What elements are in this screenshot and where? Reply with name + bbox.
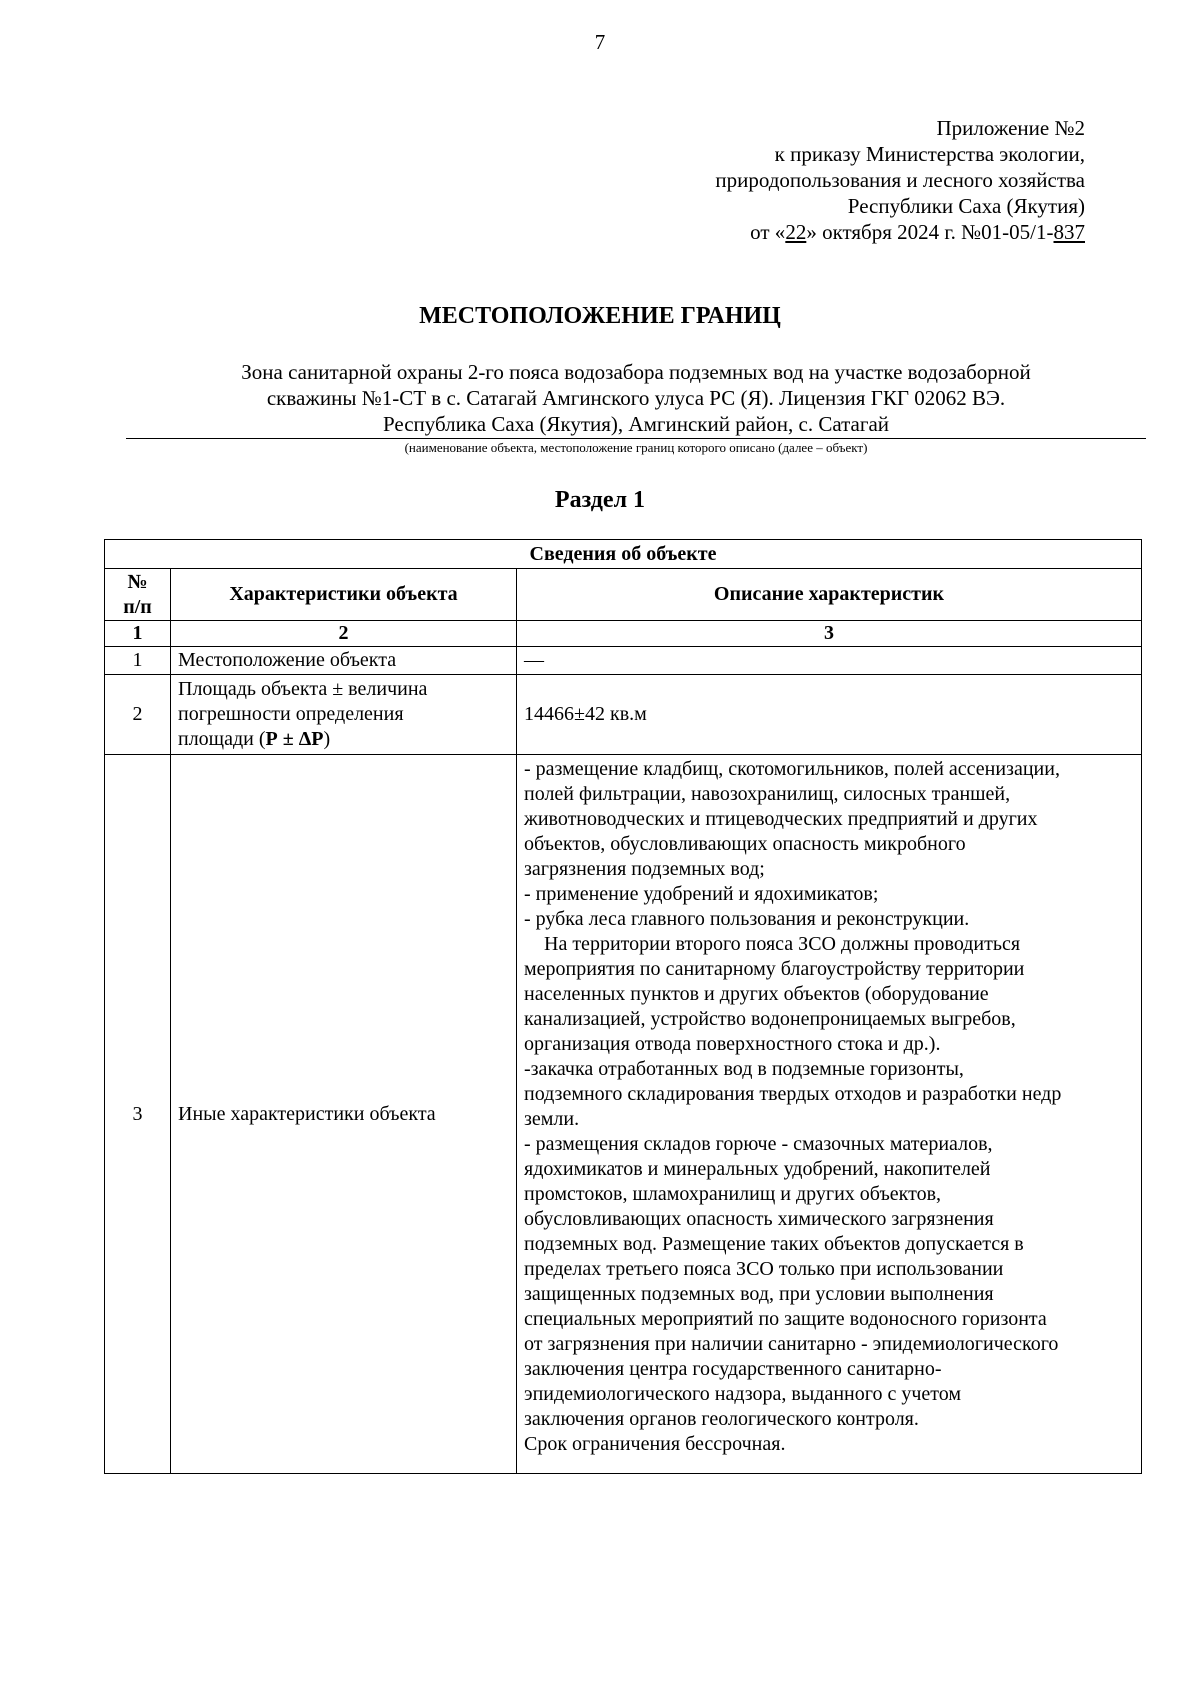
object-name-line: скважины №1-СТ в с. Сатагай Амгинского улуса РС (Я). Лицензия ГКГ 02062 ВЭ. — [266, 386, 1006, 410]
row-characteristic: Площадь объекта ± величина погрешности определения площади (Р ± ΔР) — [171, 675, 517, 755]
column-number: 3 — [517, 621, 1142, 647]
section-title: Раздел 1 — [554, 487, 646, 513]
table-row — [105, 755, 1142, 1474]
object-info-table — [104, 539, 1142, 1474]
row-description — [517, 755, 1142, 1474]
table-row — [105, 647, 1142, 675]
date-middle: » октября 2024 г. №01-05/1- — [806, 220, 1054, 244]
date-prefix: от « — [750, 220, 786, 244]
object-name-line: Республика Саха (Якутия), Амгинский район, с. Сатагай — [382, 412, 890, 436]
table-caption: Сведения об объекте — [105, 540, 1142, 569]
row-number: 3 — [105, 755, 171, 1474]
object-name-line: Зона санитарной охраны 2-го пояса водозабора подземных вод на участке водозаборной — [241, 360, 1031, 384]
appendix-line: природопользования и лесного хозяйства — [715, 168, 1085, 192]
column-number: 1 — [105, 621, 171, 647]
appendix-line: к приказу Министерства экологии, — [774, 142, 1085, 166]
row-number: 1 — [105, 647, 171, 675]
header-num: № п/п — [105, 569, 171, 621]
page-number: 7 — [594, 30, 606, 54]
row-description: — — [517, 647, 1142, 675]
appendix-order-date — [715, 219, 1085, 245]
object-name-caption: (наименование объекта, местоположение границ которого описано (далее – объект) — [404, 440, 868, 455]
header-description: Описание характеристик — [517, 569, 1142, 621]
order-number: 837 — [1053, 220, 1085, 244]
appendix-block — [715, 115, 1085, 245]
date-day: 22 — [785, 220, 807, 244]
row-number: 2 — [105, 675, 171, 755]
column-number: 2 — [171, 621, 517, 647]
row-description: 14466±42 кв.м — [517, 675, 1142, 755]
row-characteristic: Иные характеристики объекта — [171, 755, 517, 1474]
row-characteristic: Местоположение объекта — [171, 647, 517, 675]
object-name — [126, 359, 1146, 437]
description-lines: - размещение кладбищ, скотомогильников, полей ассенизации, полей фильтрации, навозохранилищ, силосных траншей, животноводческих и птицеводческих предприятий и других объектов, обусловливающих опасность микробного загрязнения подземных вод; - применение удобрений и ядохимикатов; - рубка леса главного пользования и реконструкции. На территории второго пояса ЗСО должны проводиться мероприятия по санитарному благоустройству территории населенных пунктов и других объектов (оборудование канализацией, устройство водонепроницаемых выгребов, организация отвода поверхностного стока и др.). -закачка отработанных вод в подземные горизонты, подземного складирования твердых отходов и разработки недр земли. - размещения складов горюче - смазочных материалов, ядохимикатов и минеральных удобрений, накопителей промстоков, шламохранилищ и других объектов, обусловливающих опасность химического загрязнения подземных вод. Размещение таких объектов допускается в пределах третьего пояса ЗСО только при использовании защищенных подземных вод, при условии выполнения специальных мероприятий по защите водоносного горизонта от загрязнения при наличии санитарно - эпидемиологического заключения центра государственного санитарно- эпидемиологического надзора, выданного с учетом заключения органов геологического контроля. Срок ограничения бессрочная. — [524, 758, 1062, 1455]
document-title: МЕСТОПОЛОЖЕНИЕ ГРАНИЦ — [419, 303, 781, 329]
table-row — [105, 675, 1142, 755]
appendix-line: Приложение №2 — [936, 116, 1085, 140]
appendix-line: Республики Саха (Якутия) — [847, 194, 1085, 218]
header-characteristic: Характеристики объекта — [171, 569, 517, 621]
object-name-underline — [126, 438, 1146, 439]
